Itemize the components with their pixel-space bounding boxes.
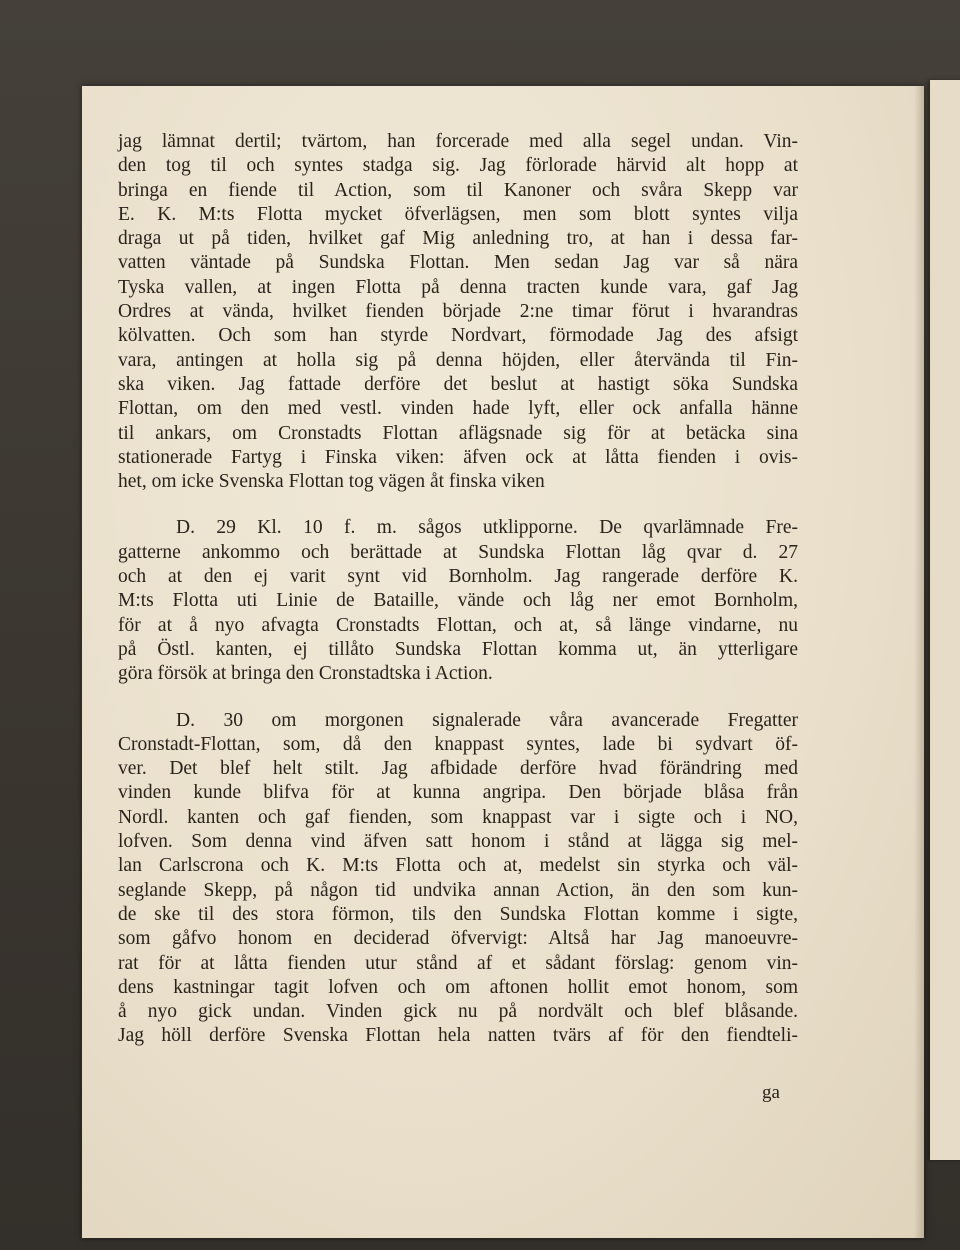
paragraph-2 bbox=[118, 516, 798, 686]
text-line: de ske til des stora förmon, tils den Sundska Flottan komme i sigte, bbox=[118, 903, 798, 925]
text-line: lan Carlscrona och K. M:ts Flotta och at, medelst sin styrka och väl- bbox=[118, 855, 798, 877]
adjacent-page-edge bbox=[930, 80, 960, 1160]
text-line: Nordl. kanten och gaf fienden, som knappast var i sigte och i NO, bbox=[118, 806, 798, 828]
text-line: het, om icke Svenska Flottan tog vägen åt finska viken bbox=[118, 471, 545, 493]
paragraph-3 bbox=[118, 709, 798, 1049]
text-line: vinden kunde blifva för at kunna angripa. Den började blåsa från bbox=[118, 782, 798, 804]
catchword: ga bbox=[762, 1082, 780, 1103]
page-text bbox=[118, 130, 798, 1049]
text-line: Flottan, om den med vestl. vinden hade lyft, eller ock anfalla hänne bbox=[118, 398, 798, 420]
text-line: til ankars, om Cronstadts Flottan aflägsnade sig för at betäcka sina bbox=[118, 422, 798, 444]
text-line: ver. Det blef helt stilt. Jag afbidade derföre hvad förändring med bbox=[118, 758, 798, 780]
text-line: ska viken. Jag fattade derföre det beslut at hastigt söka Sundska bbox=[118, 373, 798, 395]
text-line: rat för at låtta fienden utur stånd af et sådant förslag: genom vin- bbox=[118, 952, 798, 974]
text-line: D. 30 om morgonen signalerade våra avancerade Fregatter bbox=[176, 709, 798, 731]
text-line: kölvatten. Och som han styrde Nordvart, förmodade Jag des afsigt bbox=[118, 325, 798, 347]
text-line: och at den ej varit synt vid Bornholm. Jag rangerade derföre K. bbox=[118, 566, 798, 588]
text-line: M:ts Flotta uti Linie de Bataille, vände och låg ner emot Bornholm, bbox=[118, 590, 798, 612]
text-line: lofven. Som denna vind äfven satt honom i stånd at lägga sig mel- bbox=[118, 831, 798, 853]
text-line: gatterne ankommo och berättade at Sundska Flottan låg qvar d. 27 bbox=[118, 541, 798, 563]
text-line: vara, antingen at holla sig på denna höjden, eller återvända til Fin- bbox=[118, 349, 798, 371]
text-line: draga ut på tiden, hvilket gaf Mig anledning tro, at han i dessa far- bbox=[118, 228, 798, 250]
text-line: å nyo gick undan. Vinden gick nu på nordvält och blef blåsande. bbox=[118, 1001, 798, 1023]
text-line: bringa en fiende til Action, som til Kanoner och svåra Skepp var bbox=[118, 179, 798, 201]
paragraph-1 bbox=[118, 130, 798, 494]
text-line: E. K. M:ts Flotta mycket öfverlägsen, men som blott syntes vilja bbox=[118, 203, 798, 225]
text-line: för at å nyo afvagta Cronstadts Flottan, och at, så länge vindarne, nu bbox=[118, 614, 798, 636]
text-line: jag lämnat dertil; tvärtom, han forcerade med alla segel undan. Vin- bbox=[118, 131, 798, 152]
text-line: den tog til och syntes stadga sig. Jag förlorade härvid alt hopp at bbox=[118, 155, 798, 177]
text-line: seglande Skepp, på någon tid undvika annan Action, än den som kun- bbox=[118, 879, 798, 901]
text-line: som gåfvo honom en deciderad öfvervigt: Altså har Jag manoeuvre- bbox=[118, 928, 798, 950]
text-line: Ordres at vända, hvilket fienden började 2:ne timar förut i hvarandras bbox=[118, 301, 798, 323]
text-line: göra försök at bringa den Cronstadtska i Action. bbox=[118, 663, 493, 685]
text-line: på Östl. kanten, ej tillåto Sundska Flottan komma ut, än ytterligare bbox=[118, 638, 798, 660]
text-line: dens kastningar tagit lofven och om aftonen hollit emot honom, som bbox=[118, 976, 798, 998]
text-line: vatten väntade på Sundska Flottan. Men sedan Jag var så nära bbox=[118, 252, 798, 274]
text-line: Cronstadt-Flottan, som, då den knappast syntes, lade bi sydvart öf- bbox=[118, 733, 798, 755]
text-line: D. 29 Kl. 10 f. m. sågos utklipporne. De qvarlämnade Fre- bbox=[176, 517, 798, 539]
text-line: Jag höll derföre Svenska Flottan hela natten tvärs af för den fiendteli- bbox=[118, 1025, 798, 1047]
text-line: stationerade Fartyg i Finska viken: äfven ock at låtta fienden i ovis- bbox=[118, 446, 798, 468]
text-line: Tyska vallen, at ingen Flotta på denna tracten kunde vara, gaf Jag bbox=[118, 276, 798, 298]
